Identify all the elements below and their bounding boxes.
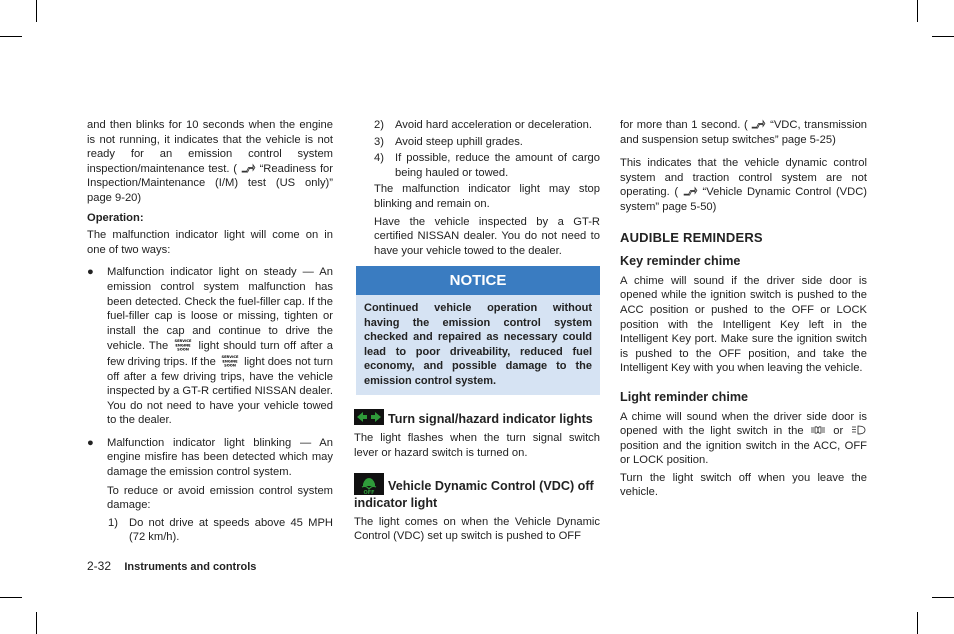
service-engine-soon-icon [172,338,194,351]
blinking-stop-text: The malfunction indicator light may stop blinking and remain on. [374,183,600,210]
bullet-dot: ● [87,436,94,449]
crop-mark [36,0,37,22]
reference-arrow-icon [683,186,698,196]
intro-paragraph [87,118,333,206]
bullet-text: Malfunction indicator light blinking — An engine misfire has been detected which may damage the emission control system. [107,436,333,479]
column-1 [87,118,333,546]
step-number: 3) [374,135,384,148]
crop-mark [0,36,22,37]
step-number: 1) [108,516,118,529]
reference-arrow-icon [241,163,256,173]
bullet-dot: ● [87,266,94,279]
vdc-switch-reference[interactable]: “VDC, transmission and suspension setup switches” page 5-25) [620,119,868,146]
svg-text:SOON: SOON [224,363,236,367]
bullet-steady [87,265,333,428]
intro-text: and then blinks for 10 seconds when the engine is not running, it indicates that the vehicle is not ready for an emission control system inspection/maintenance test. ( [87,119,333,175]
svg-text:ENGINE: ENGINE [222,359,238,364]
step-text: Do not drive at speeds above 45 MPH (72 km/h). [129,516,333,544]
light-reminder-heading: Light reminder chime [620,389,749,404]
step-4 [374,151,600,180]
operation-label: Operation: [87,211,144,224]
operation-text: The malfunction indicator light will come on in one of two ways: [87,229,333,256]
svg-text:SERVICE: SERVICE [174,339,192,344]
step-2 [374,118,600,133]
crop-mark [917,612,918,634]
light-reminder-text [620,410,867,468]
step-text: Avoid hard acceleration or deceleration. [395,119,592,131]
bullet-text: light does not turn off after a few driving trips, have the vehicle inspected by a GT-R certified NISSAN dealer. You do not need to have your vehicle towed to the dealer. [107,355,334,427]
step-1 [107,516,333,545]
vdc-heading-text: Vehicle Dynamic Control (VDC) off indicator light [354,478,594,510]
step-text: Avoid steep uphill grades. [395,135,523,148]
page-number: 2-32 [87,559,112,573]
light-reminder-or: or [833,425,844,438]
service-engine-soon-icon [219,354,241,367]
page-footer [87,559,256,573]
turn-signal-text: The light flashes when the turn signal switch lever or hazard switch is turned on. [354,432,600,459]
vdc-continued [620,118,867,147]
column-3 [620,118,867,503]
crop-mark [36,612,37,634]
vdc-indicates [620,156,867,214]
crop-mark [917,0,918,22]
vdc-continued-text: for more than 1 second. ( [620,119,748,131]
turn-signal-heading [354,409,600,427]
light-reminder-text-2: Turn the light switch off when you leave the vehicle. [620,471,867,499]
vdc-off-icon [354,473,384,495]
crop-mark [0,597,22,598]
key-reminder-heading: Key reminder chime [620,254,741,269]
bullet-follow-text: To reduce or avoid emission control system damage: [107,484,333,512]
notice-box [356,266,600,395]
vdc-heading [354,473,600,511]
step-number: 4) [374,152,384,165]
svg-text:ENGINE: ENGINE [175,343,191,348]
column-2 [354,118,600,547]
step-number: 2) [374,119,384,131]
step-text: If possible, reduce the amount of cargo being hauled or towed. [395,152,600,179]
bullet-blinking [87,436,333,480]
notice-text: Continued vehicle operation without having the emission control system checked and repaired as necessary could lead to poor driveability, reduced fuel economy, and possible damage to the emission control system. [356,295,600,395]
vdc-indicates-text: This indicates that the vehicle dynamic control system and traction control system are not operating. ( [620,157,867,199]
turn-signal-heading-text: Turn signal/hazard indicator lights [388,412,593,427]
chapter-title: Instruments and controls [124,561,257,573]
key-reminder-text: A chime will sound if the driver side door is opened while the ignition switch is pushed to the ACC position or pushed to the OFF or LOCK position with the Intelligent Key left in the Intelligent Key port. Make sure the ignition switch is pushed to the OFF position, and take the Intelligent Key with you when leaving the vehicle. [620,274,867,375]
vdc-system-reference[interactable]: “Vehicle Dynamic Control (VDC) system” page 5-50) [620,186,868,213]
section-heading: AUDIBLE REMINDERS [620,229,763,245]
bullet-text: light should turn off after a few driving trips. If the [107,340,333,368]
step-3 [374,135,600,150]
headlight-icon [849,425,867,435]
notice-title: NOTICE [356,266,600,295]
svg-text:SOON: SOON [177,347,190,352]
parking-light-icon [809,425,827,435]
light-reminder-text-b: position and the ignition switch in the ACC, OFF or LOCK position. [620,439,867,467]
turn-signal-arrows-icon [354,409,384,425]
reference-arrow-icon [751,119,766,129]
svg-text:OFF: OFF [363,489,375,495]
intro-reference[interactable]: “Readiness for Inspection/Maintenance (I/M) test (US only)” page 9-20) [87,162,334,204]
bullet-text: Malfunction indicator light on steady — An emission control system malfunction has been detected. Check the fuel-filler cap. If the fuel-filler cap is loose or missing, tighten or install the cap and continue to drive the vehicle. The [107,266,333,353]
crop-mark [932,36,954,37]
crop-mark [932,597,954,598]
inspect-text: Have the vehicle inspected by a GT-R certified NISSAN dealer. You do not need to have your vehicle towed to the dealer. [374,215,600,257]
vdc-text: The light comes on when the Vehicle Dynamic Control (VDC) set up switch is pushed to OFF [354,515,600,543]
light-reminder-text-a: A chime will sound when the driver side door is opened with the light switch in the [620,410,867,438]
svg-text:SERVICE: SERVICE [221,354,239,359]
